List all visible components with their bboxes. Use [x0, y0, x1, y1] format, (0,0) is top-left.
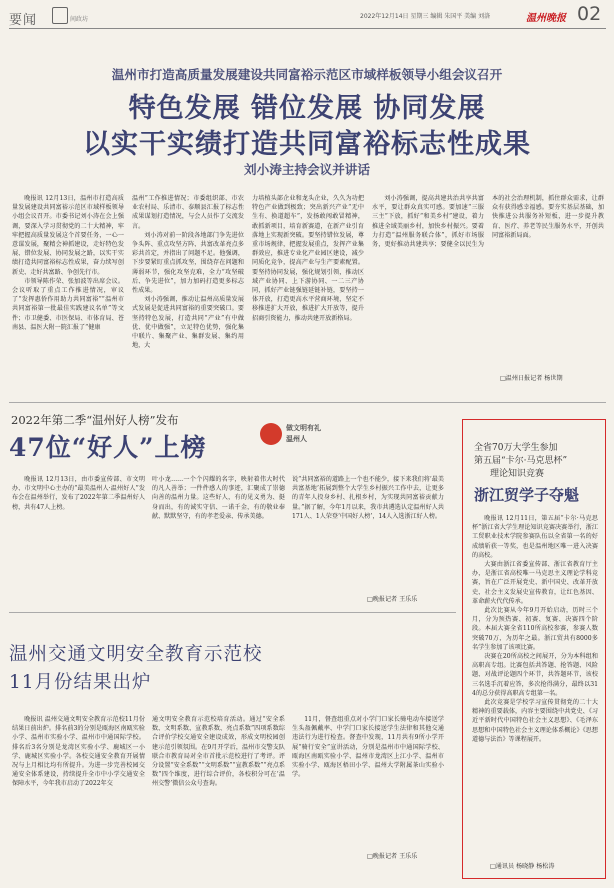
- header-section-label: 要闻: [9, 13, 38, 28]
- article4-kicker-line2: 第五届“卡尔·马克思杯”: [474, 456, 568, 466]
- article1-title-line1: 特色发展 错位发展 协同发展: [128, 93, 486, 124]
- article1-subtitle: 刘小涛主持会议并讲话: [244, 162, 370, 177]
- section-logo-icon: [52, 7, 68, 24]
- article2-bottom-rule: [9, 612, 456, 613]
- article4-body: 晚报讯 12月11日，第五届“卡尔·马克思杯”浙江省大学生理论知识竞赛决赛举行，浙江工贸职业技术学院参赛队伍以全省第一名的好成绩斩获一等奖，也是温州地区唯一进入决赛的高校。 大赛由浙江省委宣传部、浙江省教育厅主办，是浙江省高校唯一马克思主义理论学科竞赛，旨在广泛开展党史、新中国史、改革开放史、社会主义发展史宣传教育，让红色基因、革命薪火代代传承。 此次比赛从今年9月开始启动，历时三个月，分为预热赛、初赛、复赛、决赛四个阶段。本届大赛全省110所高校参赛，参赛人数突破70万，为历年之最。浙江贸共有8000多名学生参加了该项比赛。 决赛在20所高校之间展开，分为本科组和高职高专组。比赛包括共答题、抢答题、风险题、对战评论题四个环节，共答题环节，该校三名选手沉着应答，多次抢得满分，最终以314的总分获得高职高专组第一名。 此次竞赛是学校学习宣传贯彻党的二十大精神的重要载体，内容主要围绕中共党史、《习近平新时代中国特色社会主义思想》、《毛泽东思想和中国特色社会主义理论体系概论》《思想道德与法治》等课程展开。: [472, 515, 598, 743]
- article4-title: 浙江贸学子夺魁: [474, 486, 580, 504]
- article2-badge: 做文明有礼 温州人: [260, 421, 342, 451]
- article4-kicker-line3: 理论知识竞赛: [490, 469, 545, 479]
- article2-col3: 说“共同富裕的道路上一个也不能少，接下来我们将‘最美共富基地’拓展到整个大学生乡村振兴工作中去，让更多的青年人投身乡村、扎根乡村，为实现共同富裕贡献力量。”据了解，今年1月以来，我市共遴选认定温州好人共171人、1人荣登‘中国好人榜’，14人入选浙江好人榜。: [292, 476, 444, 520]
- article1-col2: 温州”工作推进情况；市委组织部、市农业农村局、乐清市、泰顺县汇报了标志性成果谋划打造情况，与会人员作了交流发言。 刘小涛对前一阶段各地部门争先进位争头阵、重点攻坚方阵、共富改革亮点多彩共首定，并指出了问题不足。他强调，下步要紧盯重点抓攻坚，围绕存在问题和薄弱环节，强化攻坚克难，全力“攻坚破后、争先进位”，加力加码打造更多标志性成果。 刘小涛强调，推动让温州高质量发展式发展是促进共同富裕的重要突破口。要坚持特色发展，打造共同“产业”有中做优、优中做强”，立足特色优势，强化集中联片、集聚产业、集群发展、集约用地，大: [132, 195, 244, 350]
- article1-col1: 晚报讯 12月13日，温州市打造高质量发展建设共同富裕示范区市域样板领导小组会议召开。市委书记刘小涛在会上强调，要深入学习贯彻党的二十大精神，牢牢把握高质量发展这个首要任务，一心一意谋发展，聚精会神抓建设，走好特色发展、错位发展、协同发展之路，以实干实绩打造共同富裕标志性成果，奋力续写创新史、走好共富路、争创先行市。 市领导陈作荣、张加波等出席会议。会议听取了重点工作推进情况，审议了“发挥惠侨作用助力共同富裕”“温州市共同富裕第一批最佳实践建议名单”等文件；市卫健委、市医保局、市体育局、苍南县、温医大附一院汇报了“健康: [12, 195, 124, 331]
- article1-bottom-rule: [9, 402, 606, 403]
- paper-name: 温州晚报: [526, 13, 566, 24]
- article3-col1: 晚报讯 温州交通文明安全教育示范校11月份结果日前出炉。排名前3的分别是瓯海区南瓯实验小学、温州市实验小学、温州市中通国际学校。排名后3名分别是龙湾区实验小学、鹿城区一小学、鹿城区实验小学。各校交通安全教育开展情况与上月相比均有所提升。为进一步完善校园交通安全体系建设，持续提升全市中小学交通安全保障水平，今年我市启动了2022年交: [12, 716, 145, 788]
- article1-title-line2: 以实干实绩打造共同富裕标志性成果: [83, 129, 531, 160]
- header-rule: [9, 28, 606, 29]
- article4-byline: □通讯员 杨晓静 杨松涛: [490, 863, 555, 870]
- article3-title-line1: 温州交通文明安全教育示范校: [9, 644, 263, 665]
- article1-kicker: 温州市打造高质量发展建设共同富裕示范区市域样板领导小组会议召开: [111, 67, 503, 82]
- article2-col2: 叶小龙……一个个闪耀的名字，映射着伟大时代的凡人善举；一件件感人的事迹，汇聚成了崇德向善的温州力量。这些好人，有的见义勇为、挺身而出，有的诚实守信、一诺千金，有的敬业奉献、默默坚守，有的孝老爱亲、传承美德。: [152, 476, 285, 520]
- article1-col4: 刘小涛强调，提高共建共治共享共富水平，要让群众真实可感。要加速“三服三主”下放，抓好“和美乡村”建设，着力推进全域美丽乡村，加快乡村振兴。要着力打造“温州服务联合体”，抓好市场服务，更好推动共建共享；要健全以民生为本的社会治理机制，抓住群众需求，让群众有获得感幸福感。要夯实基层基础，加快推进公共服务补短板，进一步提升教育、医疗、养老等民生服务水平，开创共同富裕新局面。: [372, 195, 604, 249]
- article3-byline: □晚报记者 王乐乐: [367, 853, 418, 860]
- heart-emblem-icon: [260, 423, 282, 445]
- article1-byline: □温州日报记者 杨世期: [500, 375, 563, 382]
- header-section-sub: 间政坊: [70, 16, 89, 23]
- article1-col3: 力培植头部企业和龙头企业，久久为功把特色产业做到极致；突出新兴产业“无中生有、换道超车”，发扬敢闯敢冒精神，敢抓新项目，培育新赛道，在新产业引育落地上实现新突破。要坚持错位发展，尊重市场规律，把握发展重点，发挥产业集群效应，推进专业化产业园区建设，减少同质化竞争，提高产业与生产要素配置。要坚持协同发展，强化规划引领，推动区域产业协同、上下游协同、一二三产协同，抓好产业链强链延链补链，要坚持一体开放，打造更高水平营商环境，坚定不移推进扩大开放，推进扩大开放等，提升招商引资能力，推动共建开放新格局。: [252, 195, 364, 322]
- article3-title-line2: 11月份结果出炉: [9, 672, 152, 693]
- article2-kicker: 2022年第二季“温州好人榜”发布: [11, 413, 179, 427]
- article2-title: 47位“好人”上榜: [9, 433, 207, 462]
- header-date-line: 2022年12月14日 星期三 编辑 朱国平 美编 刘洛: [360, 13, 491, 20]
- article3-col2: 通文明安全教育示范校培育活动。通过“安全系数、文明系数、宣教系数、亮点系数”四项系数综合评价学校交通安全建设成效，形成文明校园创建示范引领氛围。在9月开学后，温州市交警支队联合市教育局对全市首批示范校进行了考评。评分设置“安全系数”“文明系数”“宣教系数”“亮点系数”四个维度，进行综合评价，各校积分可在‘温州交警’微信公众号查询。: [152, 716, 285, 788]
- article2-byline: □晚报记者 王乐乐: [367, 596, 418, 603]
- article3-col3: 11月，督查组重点对小学门口家长骑电动车接送学生头盔佩戴率、中学门口家长接送学生法律和其他交通违法行为进行检查。督查中发现，11月共有9所小学开展“骑行安全”宣讲活动，分别是温州市中通国际学校、瓯海区南瓯实验小学、温州市龙湾区上江小学、温州市实验小学、瓯海区梧田小学、温州大学附属茶山实验小学。: [292, 716, 444, 779]
- article2-col1: 晚报讯 12月13日，由市委宣传部、市文明办、市文明中心主办的“最美温州人·温州好人”发布会在温州举行，发布了2022年第二季温州好人榜，共有47人上榜。: [12, 476, 145, 511]
- page-number: 02: [577, 3, 602, 25]
- article4-kicker-line1: 全省70万大学生参加: [474, 443, 558, 453]
